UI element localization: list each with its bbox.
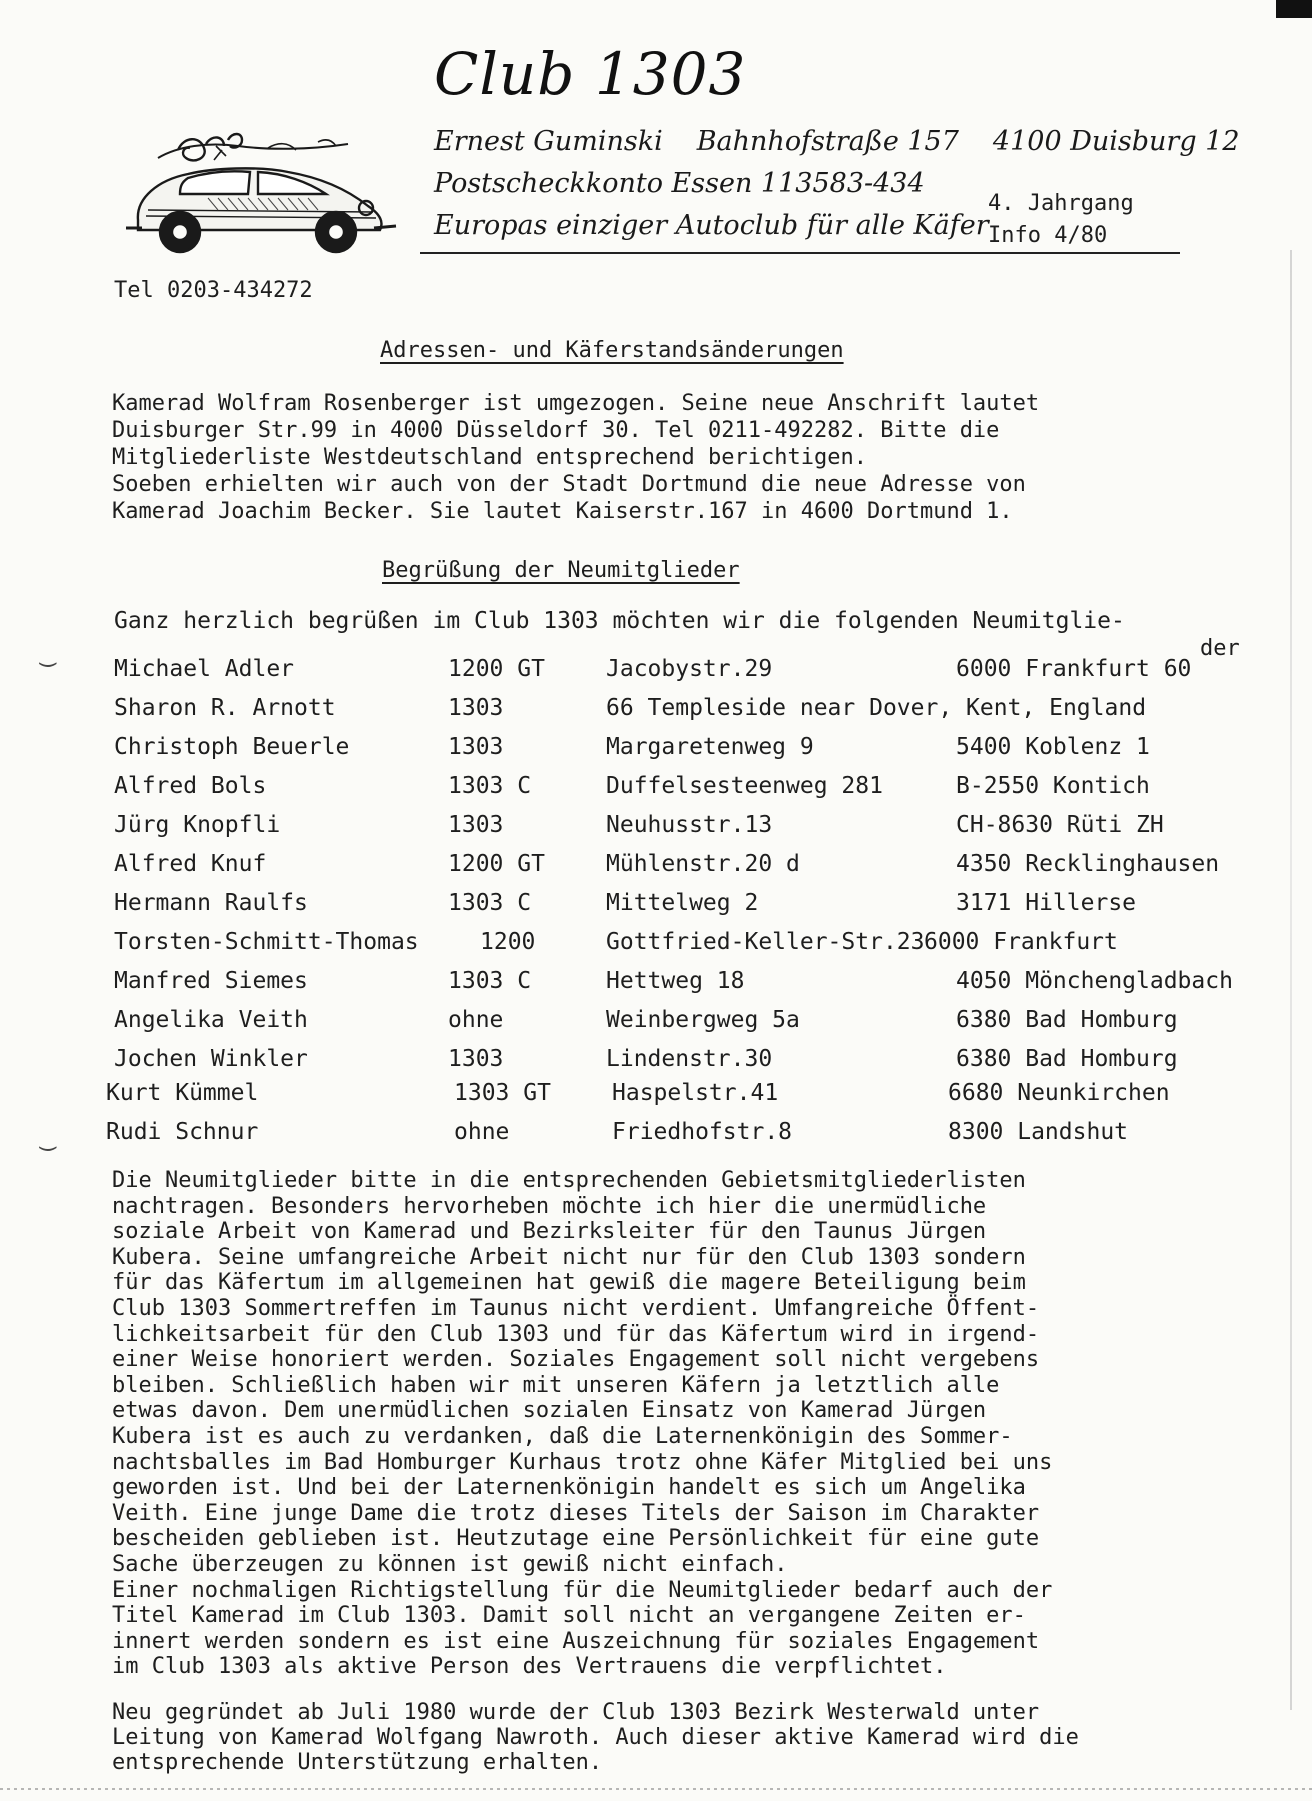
member-name: Alfred Bols [114, 773, 267, 799]
member-row [0, 851, 1312, 887]
member-row [0, 1080, 1312, 1116]
member-city: 6680 Neunkirchen [948, 1080, 1170, 1106]
member-street: Weinbergweg 5a [606, 1007, 800, 1033]
member-car-type: 1303 C [448, 890, 532, 916]
member-name: Kurt Kümmel [106, 1080, 259, 1106]
member-street: Neuhusstr.13 [606, 812, 773, 838]
member-street: Hettweg 18 [606, 968, 745, 994]
member-car-type: 1303 C [448, 773, 532, 799]
contact-street: Bahnhofstraße 157 [696, 126, 959, 157]
member-row [0, 734, 1312, 770]
member-car-type: 1303 [448, 695, 504, 721]
member-car-type: ohne [454, 1119, 510, 1145]
member-row [0, 929, 1312, 965]
member-street: Jacobystr.29 [606, 656, 773, 682]
body-paragraph: Die Neumitglieder bitte in die entsprechenden Gebietsmitgliederlisten nachtragen. Besonders hervorheben möchte ich hier die unermüdliche soziale Arbeit von Kamerad und Bezirksleiter für den Taunus Jürgen Kubera. Seine umfangreiche Arbeit nicht nur für den Club 1303 sondern für das Käfertum im allgemeinen hat gewiß die magere Beteiligung beim Club 1303 Sommertreffen im Taunus nicht verdient. Umfangreiche Öffent- lichkeitsarbeit für den Club 1303 und für das Käfertum wird in irgend- einer Weise honoriert werden. Soziales Engagement soll nicht vergebens bleiben. Schließlich haben wir mit unseren Käfern ja letztlich alle etwas davon. Dem unermüdlichen sozialen Einsatz von Kamerad Jürgen Kubera ist es auch zu verdanken, daß die Laternenkönigin des Sommer- nachtsballes im Bad Homburger Kurhaus trotz ohne Käfer Mitglied bei uns geworden ist. Und bei der Laternenkönigin handelt es sich um Angelika Veith. Eine junge Dame die trotz dieses Titels der Saison im Charakter bescheiden geblieben ist. Heutzutage eine Persönlichkeit für eine gute Sache überzeugen zu können ist gewiß nicht einfach. Einer nochmaligen Richtigstellung für die Neumitglieder bedarf auch der Titel Kamerad im Club 1303. Damit soll nicht an vergangene Zeiten er- innert werden sondern es ist eine Auszeichnung für soziales Engagement im Club 1303 als aktive Person des Vertrauens die verpflichtet. [112, 1168, 1053, 1680]
member-row [0, 1046, 1312, 1082]
member-car-type: 1200 GT [448, 851, 545, 877]
member-city: 5400 Koblenz 1 [956, 734, 1150, 760]
address-changes-heading: Adressen- und Käferstandsänderungen [380, 338, 844, 363]
member-car-type: 1200 GT [448, 656, 545, 682]
member-car-type: 1303 [448, 812, 504, 838]
member-name: Manfred Siemes [114, 968, 308, 994]
member-street: Haspelstr.41 [612, 1080, 779, 1106]
member-city: B-2550 Kontich [956, 773, 1150, 799]
member-car-type: 1303 [448, 734, 504, 760]
member-city: 4350 Recklinghausen [956, 851, 1220, 877]
member-car-type: ohne [448, 1007, 504, 1033]
club-title: Club 1303 [434, 40, 747, 108]
new-members-intro-continuation: der [1200, 636, 1240, 661]
member-name: Jochen Winkler [114, 1046, 308, 1072]
letterhead-rule [420, 252, 1180, 254]
member-name: Angelika Veith [114, 1007, 308, 1033]
punch-hole-mark: ‿ [40, 638, 56, 668]
member-name: Michael Adler [114, 656, 295, 682]
member-name: Christoph Beuerle [114, 734, 350, 760]
member-name: Jürg Knopfli [114, 812, 281, 838]
member-city: 8300 Landshut [948, 1119, 1129, 1145]
new-members-intro: Ganz herzlich begrüßen im Club 1303 möchten wir die folgenden Neumitglie- [114, 608, 1125, 634]
member-street: Mühlenstr.20 d [606, 851, 800, 877]
member-street: Duffelsesteenweg 281 [606, 773, 883, 799]
member-street: Mittelweg 2 [606, 890, 759, 916]
member-name: Torsten-Schmitt-Thomas [114, 929, 419, 955]
letterhead-slogan: Europas einziger Autoclub für alle Käfer [434, 210, 989, 241]
contact-city: 4100 Duisburg 12 [992, 126, 1240, 157]
member-city: CH-8630 Rüti ZH [956, 812, 1164, 838]
issue-label: Info 4/80 [988, 223, 1108, 248]
member-row [0, 1119, 1312, 1155]
letterhead-address [434, 126, 1240, 157]
member-city: 6000 Frankfurt [924, 929, 1118, 955]
issue-info [988, 188, 1134, 252]
member-city: 6380 Bad Homburg [956, 1046, 1178, 1072]
member-street: Lindenstr.30 [606, 1046, 773, 1072]
member-city: 3171 Hillerse [956, 890, 1137, 916]
volume-label: 4. Jahrgang [988, 191, 1134, 216]
member-row [0, 695, 1312, 731]
member-row [0, 968, 1312, 1004]
new-members-heading: Begrüßung der Neumitglieder [382, 558, 740, 583]
member-row [0, 656, 1312, 692]
member-car-type: 1200 [480, 929, 536, 955]
scan-edge-mark [1276, 0, 1312, 18]
member-street: 66 Templeside near Dover, Kent, England [606, 695, 1147, 721]
member-row [0, 773, 1312, 809]
member-row [0, 812, 1312, 848]
address-changes-paragraph: Kamerad Wolfram Rosenberger ist umgezogen. Seine neue Anschrift lautet Duisburger Str.99 in 4000 Düsseldorf 30. Tel 0211-492282. Bitte die Mitgliederliste Westdeutschland entsprechend berichtigen. Soeben erhielten wir auch von der Stadt Dortmund die neue Adresse von Kamerad Joachim Becker. Sie lautet Kaiserstr.167 in 4600 Dortmund 1. [112, 391, 1040, 524]
member-city: 6000 Frankfurt 60 [956, 656, 1192, 682]
member-city: 4050 Mönchengladbach [956, 968, 1233, 994]
member-street: Friedhofstr.8 [612, 1119, 793, 1145]
closing-paragraph: Neu gegründet ab Juli 1980 wurde der Club 1303 Bezirk Westerwald unter Leitung von Kamerad Wolfgang Nawroth. Auch dieser aktive Kamerad wird die entsprechende Unterstützung erhalten. [112, 1700, 1079, 1775]
member-city: 6380 Bad Homburg [956, 1007, 1178, 1033]
scan-bottom-edge [0, 1788, 1312, 1790]
punch-hole-mark: ‿ [40, 1122, 56, 1152]
contact-name: Ernest Guminski [434, 126, 663, 157]
member-name: Rudi Schnur [106, 1119, 259, 1145]
member-street: Margaretenweg 9 [606, 734, 814, 760]
beetle-car-with-rose-icon [118, 128, 408, 262]
member-street: Gottfried-Keller-Str.23 [606, 929, 925, 955]
member-row [0, 890, 1312, 926]
letterhead-account: Postscheckkonto Essen 113583-434 [434, 168, 925, 199]
member-car-type: 1303 [448, 1046, 504, 1072]
phone-number: Tel 0203-434272 [114, 278, 313, 303]
member-name: Hermann Raulfs [114, 890, 308, 916]
member-name: Sharon R. Arnott [114, 695, 336, 721]
member-car-type: 1303 GT [454, 1080, 551, 1106]
member-name: Alfred Knuf [114, 851, 267, 877]
member-row [0, 1007, 1312, 1043]
member-car-type: 1303 C [448, 968, 532, 994]
